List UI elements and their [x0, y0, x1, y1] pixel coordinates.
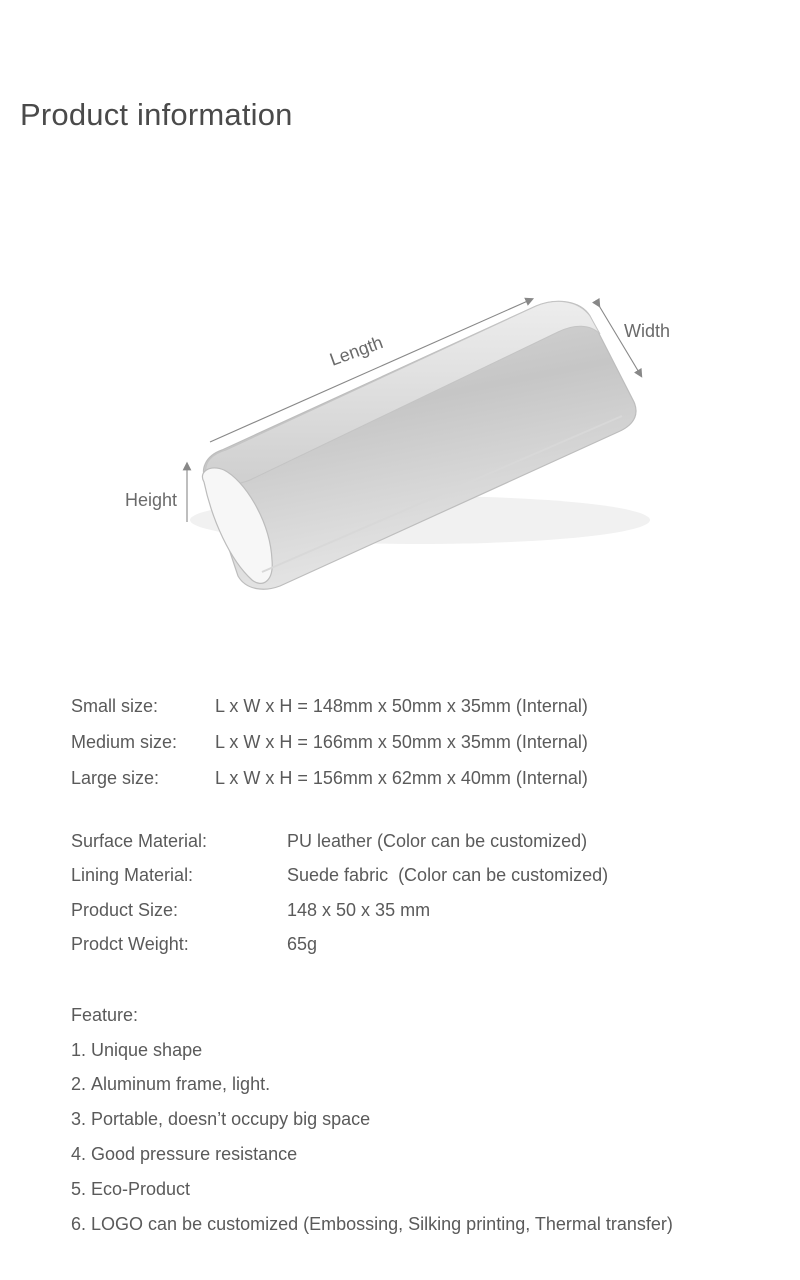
- feature-number: 1.: [71, 1039, 87, 1060]
- list-item: [71, 1033, 673, 1068]
- spec-table: [71, 824, 608, 962]
- spec-value: 148 x 50 x 35 mm: [287, 899, 431, 920]
- feature-number: 3.: [71, 1109, 87, 1130]
- spec-value: PU leather (Color can be customized): [287, 830, 588, 851]
- feature-heading: Feature:: [71, 1004, 139, 1025]
- size-label: Small size:: [71, 695, 159, 716]
- feature-text: Aluminum frame, light.: [91, 1074, 271, 1095]
- feature-text: Good pressure resistance: [91, 1144, 298, 1165]
- list-item: [71, 1068, 673, 1103]
- spec-row-product-size: [71, 893, 608, 928]
- feature-text: Eco-Product: [91, 1178, 191, 1199]
- spec-label: Product Size:: [71, 899, 179, 920]
- spec-row-lining-material: [71, 859, 608, 894]
- size-row-small: [71, 688, 588, 724]
- feature-number: 5.: [71, 1178, 87, 1199]
- size-value: L x W x H = 166mm x 50mm x 35mm (Internal): [215, 731, 588, 752]
- size-label: Medium size:: [71, 731, 178, 752]
- feature-text: Portable, doesn’t occupy big space: [91, 1109, 371, 1130]
- width-label: Width: [624, 321, 671, 341]
- feature-list: [71, 998, 673, 1242]
- spec-value: 65g: [287, 934, 318, 955]
- feature-number: 6.: [71, 1213, 87, 1234]
- size-row-medium: [71, 724, 588, 760]
- size-row-large: [71, 760, 588, 796]
- feature-text: Unique shape: [91, 1039, 203, 1060]
- product-dimension-diagram: [0, 220, 800, 660]
- spec-row-surface-material: [71, 824, 608, 859]
- length-label: Length: [327, 332, 386, 370]
- page-title: Product information: [20, 97, 293, 132]
- list-item: [71, 1172, 673, 1207]
- spec-label: Prodct Weight:: [71, 934, 189, 955]
- size-value: L x W x H = 156mm x 62mm x 40mm (Internal): [215, 767, 588, 788]
- spec-row-weight: [71, 928, 608, 963]
- spec-value: Suede fabric (Color can be customized): [287, 865, 609, 886]
- size-table: [71, 688, 588, 796]
- list-item: [71, 1137, 673, 1172]
- height-label: Height: [125, 490, 178, 510]
- spec-label: Lining Material:: [71, 865, 194, 886]
- feature-text: LOGO can be customized (Embossing, Silking printing, Thermal transfer): [91, 1213, 673, 1234]
- list-item: [71, 1102, 673, 1137]
- list-item: [71, 1207, 673, 1242]
- size-value: L x W x H = 148mm x 50mm x 35mm (Internal): [215, 695, 588, 716]
- glasses-case-illustration: [0, 220, 800, 660]
- feature-number: 2.: [71, 1074, 87, 1095]
- size-label: Large size:: [71, 767, 160, 788]
- feature-number: 4.: [71, 1144, 87, 1165]
- spec-label: Surface Material:: [71, 830, 208, 851]
